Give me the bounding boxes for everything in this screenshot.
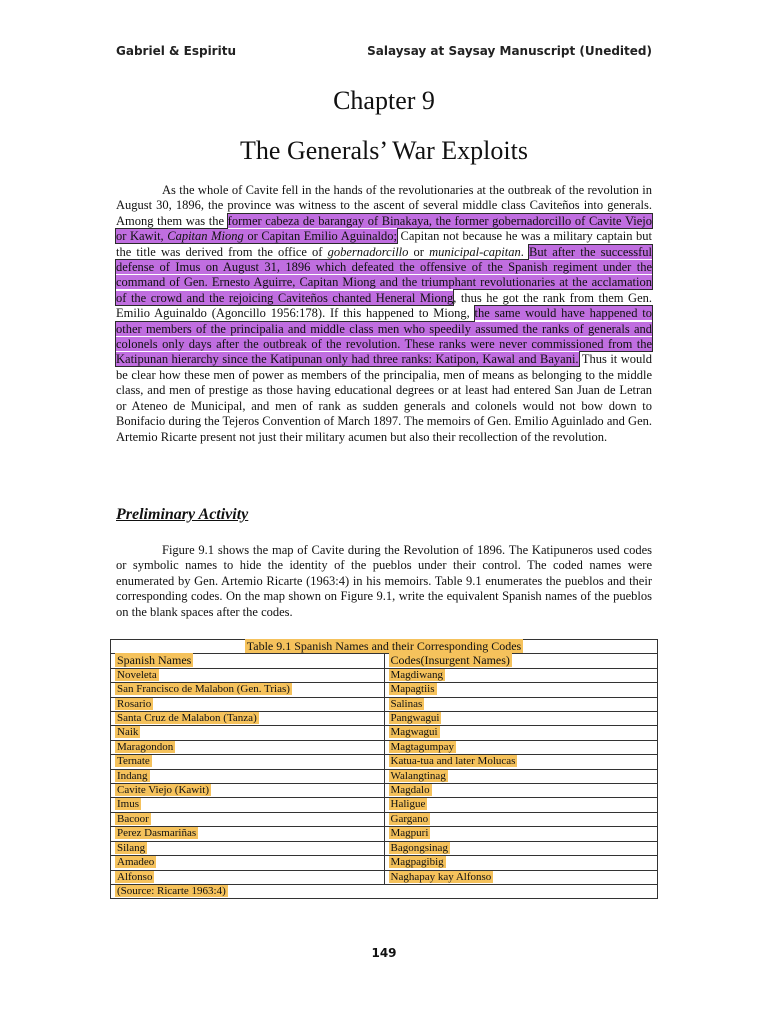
code-name: Magpuri [390, 827, 429, 840]
code-name-cell [384, 841, 658, 855]
spanish-name-cell [111, 683, 385, 697]
table-source-row [111, 884, 658, 898]
table-row [111, 812, 658, 826]
table-source: (Source: Ricarte 1963:4) [117, 884, 226, 897]
table-row [111, 827, 658, 841]
highlight-imus-defense: But after the successful defense of Imus on August 31, 1896 which defeated the offensive of the Spanish regiment under the command of Gen. Ernesto Aguirre, Capitan Miong and the triumphant revolutionaries at the acclamation of the crowd and the rejoicing Caviteños chanted Heneral Miong [116, 244, 652, 305]
spanish-name-cell [111, 769, 385, 783]
spanish-name: Alfonso [117, 870, 153, 883]
chapter-number: Chapter 9 [333, 86, 435, 115]
spanish-name: Ternate [117, 755, 150, 768]
spanish-name-cell [111, 740, 385, 754]
spanish-name-cell [111, 827, 385, 841]
p1-highlight-1-end: or Capitan Emilio Aguinaldo; [243, 229, 397, 244]
code-name-cell [384, 668, 658, 682]
spanish-name-cell [111, 755, 385, 769]
spanish-name: Indang [117, 769, 148, 782]
spanish-name-cell [111, 697, 385, 711]
code-name-cell [384, 697, 658, 711]
code-name: Magdalo [390, 784, 430, 797]
code-name-cell [384, 712, 658, 726]
spanish-name-cell [111, 726, 385, 740]
spanish-name-cell [111, 870, 385, 884]
spanish-name: Amadeo [117, 856, 155, 869]
code-name: Walangtinag [390, 769, 446, 782]
spanish-name: Noveleta [117, 668, 157, 681]
spanish-name-cell [111, 784, 385, 798]
table-row [111, 668, 658, 682]
highlight-katipunan-ranks: the same would have happened to other members of the principalia and middle class men who speedily assumed the ranks of generals and colonels only days after the outbreak of the revolution. These ranks were never commissioned from the Katipunan hierarchy since the Katipunan only had three ranks: Katipon, Kawal and Bayani. [116, 306, 652, 367]
p1-text-d: Thus it would be clear how these men of power as members of the principalia, men of means as belonging to the middle class, and men of prestige as those having educational degrees or at least had entered San Juan de Letran or Ateneo de Municipal, and men of rank as sudden generals and colonels would not bow down to Bonifacio during the Tejeros Convention of March 1897. The memoirs of Gen. Emilio Aguinlado and Gen. Artemio Ricarte present not just their military acumen but also their recollection of the revolution. [116, 352, 652, 444]
spanish-name-cell [111, 798, 385, 812]
spanish-name: Imus [117, 798, 139, 811]
header-authors: Gabriel & Espiritu [116, 44, 236, 58]
code-name-cell [384, 755, 658, 769]
intro-paragraph [116, 183, 652, 445]
p1-highlight-1-italic: Capitan Miong [167, 229, 244, 244]
table-source-cell [111, 884, 658, 898]
table-row [111, 769, 658, 783]
page-number: 149 [371, 946, 397, 960]
header-cell-codes [384, 654, 658, 668]
spanish-name: Perez Dasmariñas [117, 827, 197, 840]
header-cell-spanish [111, 654, 385, 668]
table-row [111, 856, 658, 870]
code-name: Katua-tua and later Molucas [390, 755, 516, 768]
p1-italic-gobernadorcillo: gobernadorcillo [327, 244, 409, 259]
code-name-cell [384, 726, 658, 740]
spanish-name: San Francisco de Malabon (Gen. Trias) [117, 683, 290, 696]
spanish-name-cell [111, 712, 385, 726]
spanish-name-cell [111, 812, 385, 826]
spanish-name-cell [111, 668, 385, 682]
code-name-cell [384, 740, 658, 754]
spanish-name-cell [111, 856, 385, 870]
code-name: Haligue [390, 798, 426, 811]
code-name-cell [384, 856, 658, 870]
table-caption: Table 9.1 Spanish Names and their Corresponding Codes [246, 639, 522, 653]
p1-highlight-1: former cabeza de barangay of Binakaya, the former gobernadorcillo of Cavite Viejo or Kawit, [116, 213, 652, 244]
p1-text-b: Capitan not because he was a military captain but the title was derived from the office of [116, 229, 652, 259]
spanish-name: Rosario [117, 697, 152, 710]
table-row [111, 798, 658, 812]
activity-paragraph: Figure 9.1 shows the map of Cavite during the Revolution of 1896. The Katipuneros used codes or symbolic names to hide the identity of the pueblos under their control. The coded names were enumerated by Gen. Artemio Ricarte (1963:4) in his memoirs. Table 9.1 enumerates the pueblos and their corresponding codes. On the map shown on Figure 9.1, write the equivalent Spanish names of the pueblos on the blank spaces after the codes. [116, 543, 652, 619]
spanish-name: Maragondon [117, 740, 174, 753]
code-name: Salinas [390, 697, 423, 710]
table-row [111, 712, 658, 726]
code-name: Magtagumpay [390, 740, 455, 753]
codes-table [110, 639, 658, 899]
table-row [111, 697, 658, 711]
code-name: Naghapay kay Alfonso [390, 870, 492, 883]
spanish-name: Naik [117, 726, 139, 739]
chapter-title: The Generals’ War Exploits [240, 136, 528, 165]
table-caption-cell [111, 640, 658, 654]
table-row [111, 755, 658, 769]
p1-text-period: . [520, 244, 529, 259]
table-caption-row [111, 640, 658, 654]
table-row [111, 870, 658, 884]
p1-text-or: or [408, 244, 430, 259]
code-name-cell [384, 784, 658, 798]
code-name: Magdiwang [390, 668, 444, 681]
code-name-cell [384, 827, 658, 841]
code-name-cell [384, 870, 658, 884]
p1-italic-municipal-capitan: municipal-capitan [429, 244, 521, 259]
code-name-cell [384, 798, 658, 812]
p1-text-c: , thus he got the rank from them Gen. Emilio Aguinaldo (Agoncillo 1956:178). If this happened to Miong, [116, 290, 652, 321]
code-name: Gargano [390, 812, 429, 825]
table-row [111, 726, 658, 740]
spanish-name: Santa Cruz de Malabon (Tanza) [117, 712, 257, 725]
spanish-name: Cavite Viejo (Kawit) [117, 784, 210, 797]
code-name: Magwagui [390, 726, 438, 739]
section-heading: Preliminary Activity [116, 506, 249, 523]
table-header-row [111, 654, 658, 668]
p1-text-a: As the whole of Cavite fell in the hands of the revolutionaries at the outbreak of the revolution in August 30, 1896, the province was witness to the ascent of several middle class Caviteños into generals. Among them was the [116, 183, 652, 228]
spanish-name-cell [111, 841, 385, 855]
table-row [111, 683, 658, 697]
spanish-name: Silang [117, 841, 146, 854]
header-manuscript-title: Salaysay at Saysay Manuscript (Unedited) [367, 44, 652, 58]
code-name: Magpagibig [390, 856, 444, 869]
code-name-cell [384, 769, 658, 783]
code-name-cell [384, 812, 658, 826]
code-name: Pangwagui [390, 712, 440, 725]
spanish-name: Bacoor [117, 812, 149, 825]
table-row [111, 784, 658, 798]
table-row [111, 841, 658, 855]
code-name: Bagongsinag [390, 841, 448, 854]
table-row [111, 740, 658, 754]
header-spanish-names: Spanish Names [117, 653, 192, 668]
running-header [116, 44, 652, 58]
code-name-cell [384, 683, 658, 697]
header-codes: Codes(Insurgent Names) [390, 653, 510, 668]
code-name: Mapagtiis [390, 683, 435, 696]
